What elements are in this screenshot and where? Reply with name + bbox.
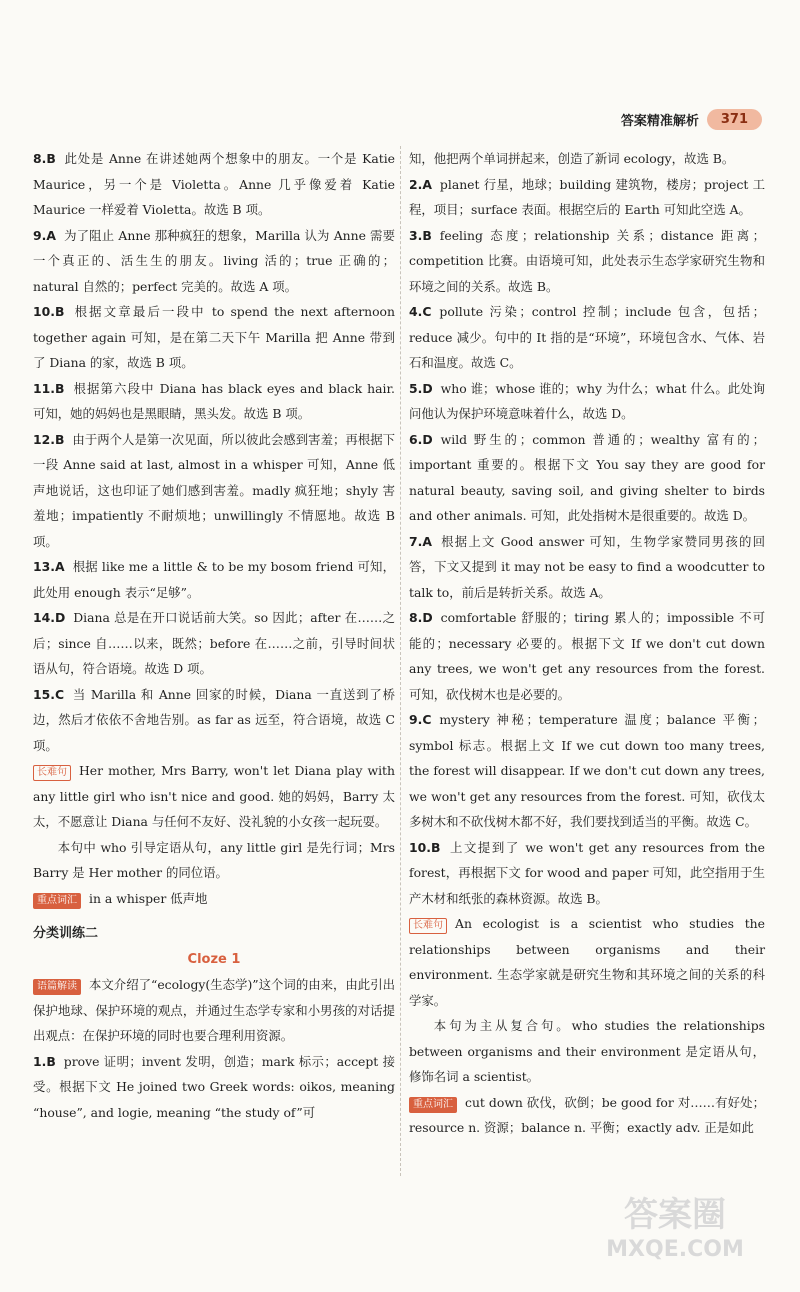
answer-text: 上文提到了 we won't get any resources from the forest，再根据下文 for wood and paper 可知，此空指用于生产木材和纸张的森林资源。故选 B。 (409, 839, 765, 906)
long-sentence-tag: 长难句 (33, 765, 71, 781)
vocab-text: cut down 砍伐，砍倒；be good for 对……有好处；resource n. 资源；balance n. 平衡；exactly adv. 正是如此 (409, 1094, 765, 1135)
answer-text: prove 证明；invent 发明，创造；mark 标示；accept 接受。根据下文 He joined two Greek words: oikos, meaning “house”, and logie, meaning “the study of”可 (33, 1053, 395, 1120)
cloze-title: Cloze 1 (187, 951, 241, 967)
long-sentence-note: 本句为主从复合句。who studies the relationships between organisms and their environment 是定语从句，修饰名词 a scientist。 (409, 1018, 765, 1084)
answer-item (409, 605, 765, 707)
answer-number: 9.C (409, 712, 432, 727)
vocab-text: in a whisper 低声地 (89, 890, 208, 906)
answer-number: 8.B (33, 151, 56, 166)
passage-text: 本文介绍了“ecology(生态学)”这个词的由来，由此引出保护地球、保护环境的观点，并通过生态学专家和小男孩的对话提出观点：在保护环境的同时也要合理利用资源。 (33, 977, 395, 1043)
answer-number: 1.B (33, 1053, 56, 1069)
long-sentence (409, 911, 765, 1013)
long-sentence (33, 758, 395, 835)
watermark-text: 答案圈 (624, 1195, 726, 1235)
passage-tag: 语篇解读 (33, 979, 81, 995)
answer-number: 5.D (409, 380, 433, 396)
answer-item (409, 529, 765, 606)
answer-number: 12.B (33, 431, 65, 447)
answer-number: 10.B (409, 839, 441, 855)
answer-text: 根据 like me a little & to be my bosom friend 可知，此处用 enough 表示“足够”。 (33, 559, 395, 600)
answer-text: 由于两个人是第一次见面，所以彼此会感到害羞；再根据下一段 Anne said at last, almost in a whisper 可知，Anne 低声地说话，这也印证了她们感到害羞。madly 疯狂地；shyly 害羞地；impatiently 不耐烦地；unwillingly 不情愿地。故选 B 项。 (33, 431, 395, 549)
answer-item (409, 376, 765, 427)
answer-text: Diana 总是在开口说话前大笑。so 因此；after 在……之后；since 自……以来，既然；before 在……之前，引导时间状语从句，符合语境。故选 D 项。 (33, 610, 395, 676)
header-title: 答案精准解析 (620, 113, 699, 129)
answer-number: 2.A (409, 176, 432, 192)
section-title: 分类训练二 (33, 926, 99, 941)
answer-number: 9.A (33, 227, 56, 243)
long-sentence-text: Her mother, Mrs Barry, won't let Diana play with any little girl who isn't nice and good. 她的妈妈，Barry 太太，不愿意让 Diana 与任何不友好、没礼貌的小女孩一起玩耍。 (33, 763, 395, 829)
answer-number: 15.C (33, 686, 65, 702)
answer-text: comfortable 舒服的；tiring 累人的；impossible 不可能的；necessary 必要的。根据下文 If we don't cut down any trees, we won't get any resources from the forest. 可知，砍伐树木也是必要的。 (409, 610, 765, 702)
answer-text: 根据上文 Good answer 可知，生物学家赞同男孩的回答，下文又提到 it may not be easy to find a woodcutter to talk to，前后是转折关系。故选 A。 (409, 533, 765, 600)
page-header (621, 104, 762, 134)
answer-item (33, 427, 395, 555)
answer-text: 根据第六段中 Diana has black eyes and black hair. 可知，她的妈妈也是黑眼睛，黑头发。故选 B 项。 (33, 380, 395, 421)
answer-text: pollute 污染；control 控制；include 包含，包括；reduce 减少。句中的 It 指的是“环境”，环境包含水、气体、岩石和温度。故选 C。 (409, 304, 765, 370)
answer-text: 根据文章最后一段中 to spend the next afternoon together again 可知，是在第二天下午 Marilla 把 Anne 带到了 Diana 的家，故选 B 项。 (33, 304, 395, 370)
answer-item (33, 605, 395, 682)
answer-text: 为了阻止 Anne 那种疯狂的想象，Marilla 认为 Anne 需要一个真正的、活生生的朋友。living 活的；true 正确的；natural 自然的；perfect 完美的。故选 A 项。 (33, 227, 395, 294)
answer-item (33, 682, 395, 759)
answer-item (409, 172, 765, 223)
column-divider (400, 146, 401, 1176)
answer-item (409, 835, 765, 912)
answer-text: mystery 神秘；temperature 温度；balance 平衡；symbol 标志。根据上文 If we cut down too many trees, the forest will disappear. If we don't cut down any trees, we won't get any resources from the forest. 可知，砍伐太多树木和不砍伐树木都不好，我们要找到适当的平衡。故选 C。 (409, 712, 765, 829)
vocab-tag: 重点词汇 (33, 893, 81, 909)
answer-number: 8.D (409, 610, 433, 625)
long-sentence-text: An ecologist is a scientist who studies the relationships between organisms and their environment. 生态学家就是研究生物和其环境之间的关系的科学家。 (409, 916, 765, 1008)
answer-continued: 知，他把两个单词拼起来，创造了新词 ecology，故选 B。 (409, 151, 735, 166)
answer-item (409, 427, 765, 529)
answer-number: 13.A (33, 559, 65, 574)
answer-item (409, 223, 765, 300)
watermark-logo (590, 1184, 760, 1264)
vocab-line (409, 1090, 765, 1141)
answer-number: 11.B (33, 380, 65, 396)
answer-text: 当 Marilla 和 Anne 回家的时候，Diana 一直送到了桥边，然后才依依不舍地告别。as far as 远至，符合语境，故选 C 项。 (33, 686, 395, 753)
answer-number: 10.B (33, 304, 65, 319)
answer-number: 7.A (409, 533, 432, 549)
answer-item (409, 707, 765, 835)
answer-item (33, 554, 395, 605)
answer-item (33, 376, 395, 427)
answer-item (33, 1049, 395, 1126)
long-sentence-note: 本句中 who 引导定语从句，any little girl 是先行词；Mrs Barry 是 Her mother 的同位语。 (33, 839, 395, 880)
vocab-tag: 重点词汇 (409, 1097, 457, 1113)
answer-number: 6.D (409, 431, 433, 447)
answer-item (409, 299, 765, 376)
answer-number: 14.D (33, 610, 66, 625)
right-column (409, 146, 765, 1141)
answer-text: feeling 态度；relationship 关系；distance 距离；competition 比赛。由语境可知，此处表示生态学家研究生物和环境之间的关系。故选 B。 (409, 227, 765, 294)
vocab-line (33, 886, 395, 912)
watermark-url: MXQE.COM (606, 1237, 744, 1262)
answer-text: who 谁；whose 谁的；why 为什么；what 什么。此处询问他认为保护环境意味着什么，故选 D。 (409, 380, 765, 421)
passage-summary (33, 972, 395, 1049)
answer-number: 4.C (409, 304, 432, 319)
answer-text: wild 野生的；common 普通的；wealthy 富有的；important 重要的。根据下文 You say they are good for natural beauty, saving soil, and giving shelter to birds and other animals. 可知，此处指树木是很重要的。故选 D。 (409, 431, 765, 523)
answer-item (33, 223, 395, 300)
answer-text: 此处是 Anne 在讲述她两个想象中的朋友。一个是 Katie Maurice，另一个是 Violetta。Anne 几乎像爱着 Katie Maurice 一样爱着 Violetta。故选 B 项。 (33, 151, 395, 217)
answer-item (33, 299, 395, 376)
page-number: 371 (707, 109, 762, 130)
answer-text: planet 行星，地球；building 建筑物，楼房；project 工程，项目；surface 表面。根据空后的 Earth 可知此空选 A。 (409, 176, 765, 217)
left-column (33, 146, 395, 1125)
answer-number: 3.B (409, 227, 432, 243)
long-sentence-tag: 长难句 (409, 918, 447, 934)
answer-item (33, 146, 395, 223)
